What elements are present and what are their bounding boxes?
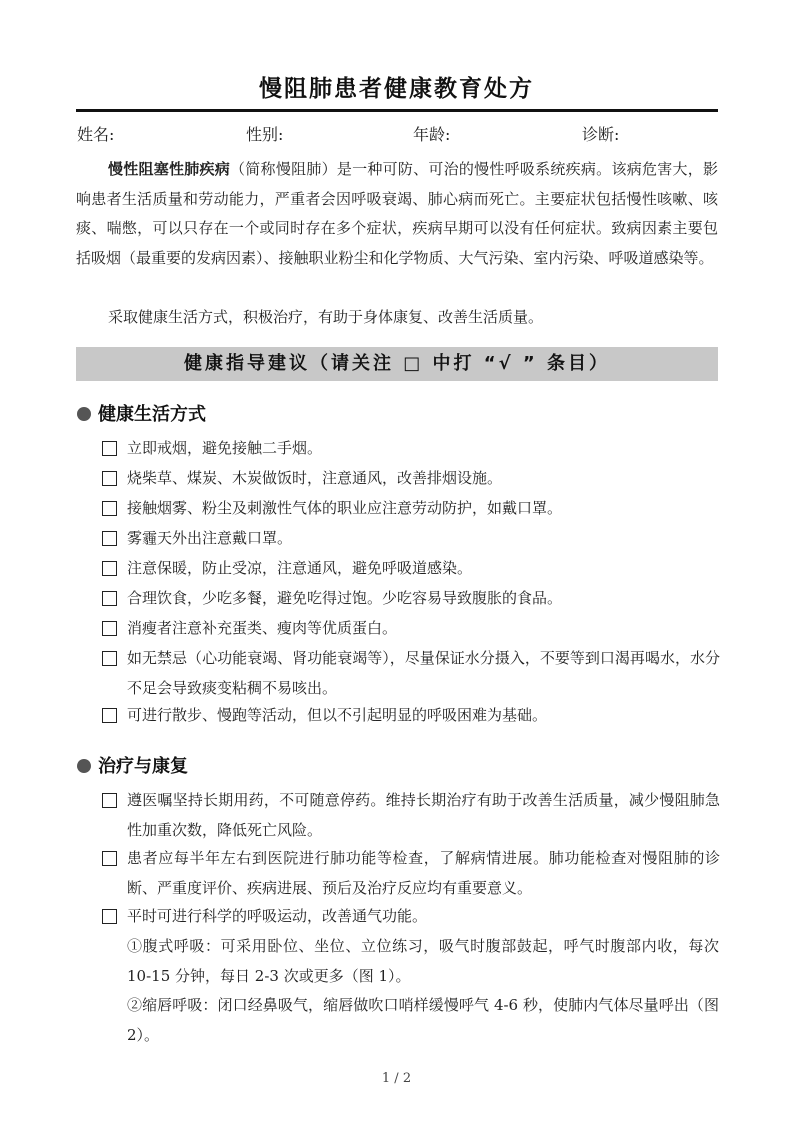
intro-bold-term: 慢性阻塞性肺疾病 [108, 160, 231, 178]
item-text: 消瘦者注意补充蛋类、瘦肉等优质蛋白。 [127, 619, 398, 637]
item-text: 遵医嘱坚持长期用药，不可随意停药。维持长期治疗有助于改善生活质量，减少慢阻肺急性加重次数，降低死亡风险。 [127, 791, 720, 839]
item-text: 雾霾天外出注意戴口罩。 [127, 529, 293, 547]
checkbox[interactable] [102, 501, 117, 516]
bullet-icon [77, 407, 91, 421]
checkbox[interactable] [102, 909, 117, 924]
checklist-item [100, 843, 720, 903]
section-title: 治疗与康复 [98, 756, 188, 777]
item-text: 注意保暖，防止受凉，注意通风，避免呼吸道感染。 [127, 559, 473, 577]
checklist-item [100, 613, 720, 643]
intro-paragraph-2: 采取健康生活方式，积极治疗，有助于身体康复、改善生活质量。 [108, 308, 544, 326]
breathing-exercise-item: ①腹式呼吸：可采用卧位、坐位、立位练习，吸气时腹部鼓起，呼气时腹部内收，每次 10-15 分钟，每日 2-3 次或更多（图 1）。 [127, 937, 719, 985]
checkbox[interactable] [102, 561, 117, 576]
diagnosis-label: 诊断: [582, 125, 620, 144]
checklist-item [100, 433, 720, 463]
checklist-item [100, 785, 720, 845]
checklist-item [100, 553, 720, 583]
checklist-item [100, 643, 720, 703]
item-text: 烧柴草、煤炭、木炭做饭时，注意通风，改善排烟设施。 [127, 469, 503, 487]
item-text: 合理饮食，少吃多餐，避免吃得过饱。少吃容易导致腹胀的食品。 [127, 589, 563, 607]
title-divider [76, 109, 718, 112]
breathing-exercise-item: ②缩唇呼吸：闭口经鼻吸气，缩唇做吹口哨样缓慢呼气 4-6 秒，使肺内气体尽量呼出（图 2）。 [127, 996, 719, 1044]
item-text: 平时可进行科学的呼吸运动，改善通气功能。 [127, 907, 428, 925]
checkbox[interactable] [102, 651, 117, 666]
bullet-icon [77, 759, 91, 773]
checklist-item [100, 523, 720, 553]
intro-text: （简称慢阻肺）是一种可防、可治的慢性呼吸系统疾病。该病危害大，影响患者生活质量和劳动能力，严重者会因呼吸衰竭、肺心病而死亡。主要症状包括慢性咳嗽、咳痰、喘憋，可以只存在一个或同时存在多个症状，疾病早期可以没有任何症状。致病因素主要包括吸烟（最重要的发病因素）、接触职业粉尘和化学物质、大气污染、室内污染、呼吸道感染等。 [76, 160, 718, 267]
page-title: 慢阻肺患者健康教育处方 [259, 76, 534, 102]
checkbox[interactable] [102, 531, 117, 546]
section-title: 健康生活方式 [98, 404, 206, 425]
checklist-item [100, 700, 720, 730]
section-heading-treatment [77, 752, 188, 778]
intro-paragraph [76, 155, 718, 273]
checklist-item [100, 463, 720, 493]
guidance-banner: 健康指导建议（请关注 □ 中打 “√ ” 条目） [76, 347, 718, 381]
checklist-item [100, 901, 720, 931]
checklist-item [100, 583, 720, 613]
gender-label: 性别: [246, 125, 284, 144]
section-heading-lifestyle [77, 400, 206, 426]
checkbox[interactable] [102, 471, 117, 486]
item-text: 患者应每半年左右到医院进行肺功能等检查，了解病情进展。肺功能检查对慢阻肺的诊断、严重度评价、疾病进展、预后及治疗反应均有重要意义。 [127, 849, 720, 897]
item-text: 可进行散步、慢跑等活动，但以不引起明显的呼吸困难为基础。 [127, 706, 548, 724]
item-text: 如无禁忌（心功能衰竭、肾功能衰竭等），尽量保证水分摄入，不要等到口渴再喝水，水分不足会导致痰变粘稠不易咳出。 [127, 649, 720, 697]
checkbox[interactable] [102, 441, 117, 456]
checkbox[interactable] [102, 591, 117, 606]
checkbox[interactable] [102, 851, 117, 866]
checkbox[interactable] [102, 708, 117, 723]
checklist-item [100, 493, 720, 523]
age-label: 年龄: [413, 125, 451, 144]
item-text: 接触烟雾、粉尘及刺激性气体的职业应注意劳动防护，如戴口罩。 [127, 499, 563, 517]
name-label: 姓名: [77, 125, 115, 144]
checkbox[interactable] [102, 793, 117, 808]
page-number: 1 / 2 [381, 1071, 412, 1086]
checkbox[interactable] [102, 621, 117, 636]
item-text: 立即戒烟，避免接触二手烟。 [127, 439, 323, 457]
